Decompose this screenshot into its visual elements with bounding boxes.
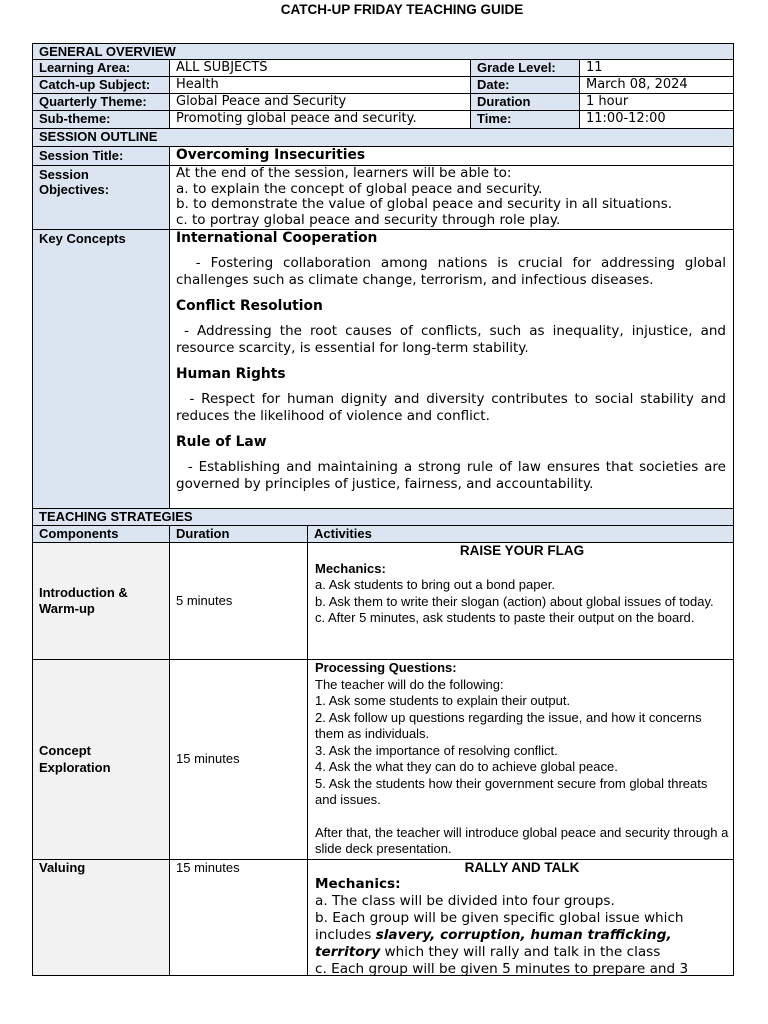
intro-duration [169,542,308,660]
concept-closing: After that, the teacher will introduce global peace and security through a slide deck presentation. [315,824,729,856]
mechanics-line: a. The class will be divided into four groups. [315,893,615,909]
mechanics-line: b. Ask them to write their slogan (action) about global issues of today. [315,593,714,609]
objective-intro: At the end of the session, learners will be able to: [176,165,512,181]
grade-level-label: Grade Level: [470,59,580,77]
intro-component-line-1: Introduction & [39,584,128,600]
concept-activities [307,659,734,860]
line-b-text: b. Each group will be given specific global issue which includes [315,910,684,943]
learning-area-label: Learning Area: [32,59,170,77]
activity-title: RALLY AND TALK [464,860,580,875]
concept-component-line-2: Exploration [39,759,111,775]
objectives-label-line-2: Objectives: [39,182,110,197]
concept-intro-line: The teacher will do the following: [315,676,504,692]
intro-component-line-2: Warm-up [39,601,95,616]
concept-text: - Respect for human dignity and diversity contributes to social stability and reduces the likelihood of violence and conflict. [176,391,731,424]
line-b-emphasis: slavery, corruption, human trafficking, territory [315,927,672,960]
question-line: 5. Ask the students how their government secure from global threats and issues. [315,775,708,807]
duration-label: Duration [470,93,580,111]
intro-duration-text: 5 minutes [176,592,233,608]
valuing-component: Valuing [32,859,170,976]
concept-heading: International Cooperation [176,230,378,246]
mechanics-line: c. Each group will be given 5 minutes to prepare and 3 [315,961,689,976]
concept-duration [169,659,308,860]
concept-heading: Human Rights [176,366,286,382]
general-overview-header: GENERAL OVERVIEW [32,43,734,60]
theme-label: Quarterly Theme: [32,93,170,111]
time-label: Time: [470,110,580,129]
concept-text: - Establishing and maintaining a strong rule of law ensures that societies are governed by principles of justice, fairness, and accountability. [176,459,731,492]
question-line: 4. Ask the what they can do to achieve global peace. [315,759,618,774]
duration-value: 1 hour [579,93,734,111]
subtheme-label: Sub-theme: [32,110,170,129]
mechanics-line [315,910,729,961]
intro-activities [307,542,734,660]
subtheme-value: Promoting global peace and security. [169,110,471,129]
mechanics-label: Mechanics: [315,876,401,892]
col-activities: Activities [307,525,734,543]
document-title: CATCH-UP FRIDAY TEACHING GUIDE [280,2,524,17]
question-line: 3. Ask the importance of resolving conflict. [315,742,558,758]
mechanics-label: Mechanics: [315,560,386,576]
objective-c: c. to portray global peace and security through role play. [176,211,561,228]
objectives-label-line-1: Session [39,167,89,182]
intro-component [32,542,170,660]
time-value: 11:00-12:00 [579,110,734,129]
concept-duration-text: 15 minutes [176,751,240,767]
mechanics-line: a. Ask students to bring out a bond paper. [315,577,555,592]
session-title-label: Session Title: [32,146,170,166]
question-line: 2. Ask follow up questions regarding the issue, and how it concerns them as individuals. [315,709,702,741]
grade-level-value: 11 [579,59,734,77]
session-title-value: Overcoming Insecurities [169,146,734,166]
col-duration: Duration [169,525,308,543]
date-value: March 08, 2024 [579,76,734,94]
objective-a: a. to explain the concept of global peace and security. [176,180,543,197]
col-components: Components [32,525,170,543]
concept-text: - Addressing the root causes of conflicts, such as inequality, injustice, and resource scarcity, is essential for long-term stability. [176,323,731,356]
key-concepts [169,229,734,509]
learning-area-value: ALL SUBJECTS [169,59,471,77]
subject-label: Catch-up Subject: [32,76,170,94]
valuing-duration: 15 minutes [169,859,308,976]
activity-title: RAISE YOUR FLAG [459,543,585,558]
processing-questions-label: Processing Questions: [315,660,457,675]
mechanics-line: c. After 5 minutes, ask students to paste their output on the board. [315,610,695,625]
objective-b: b. to demonstrate the value of global peace and security in all situations. [176,196,673,212]
concept-heading: Rule of Law [176,434,267,450]
date-label: Date: [470,76,580,94]
subject-value: Health [169,76,471,94]
concept-component-line-1: Concept [39,743,91,758]
question-line: 1. Ask some students to explain their output. [315,693,571,708]
teaching-strategies-header: TEACHING STRATEGIES [32,508,734,526]
concept-heading: Conflict Resolution [176,298,323,314]
concept-component [32,659,170,860]
key-concepts-label: Key Concepts [32,229,170,509]
session-outline-header: SESSION OUTLINE [32,128,734,147]
theme-value: Global Peace and Security [169,93,471,111]
valuing-activities [307,859,734,976]
line-b-text-end: which they will rally and talk in the class [380,944,661,960]
session-objectives-label [32,165,170,230]
concept-text: - Fostering collaboration among nations is crucial for addressing global challenges such as climate change, terrorism, and infectious diseases. [176,255,731,288]
session-objectives [169,165,734,230]
